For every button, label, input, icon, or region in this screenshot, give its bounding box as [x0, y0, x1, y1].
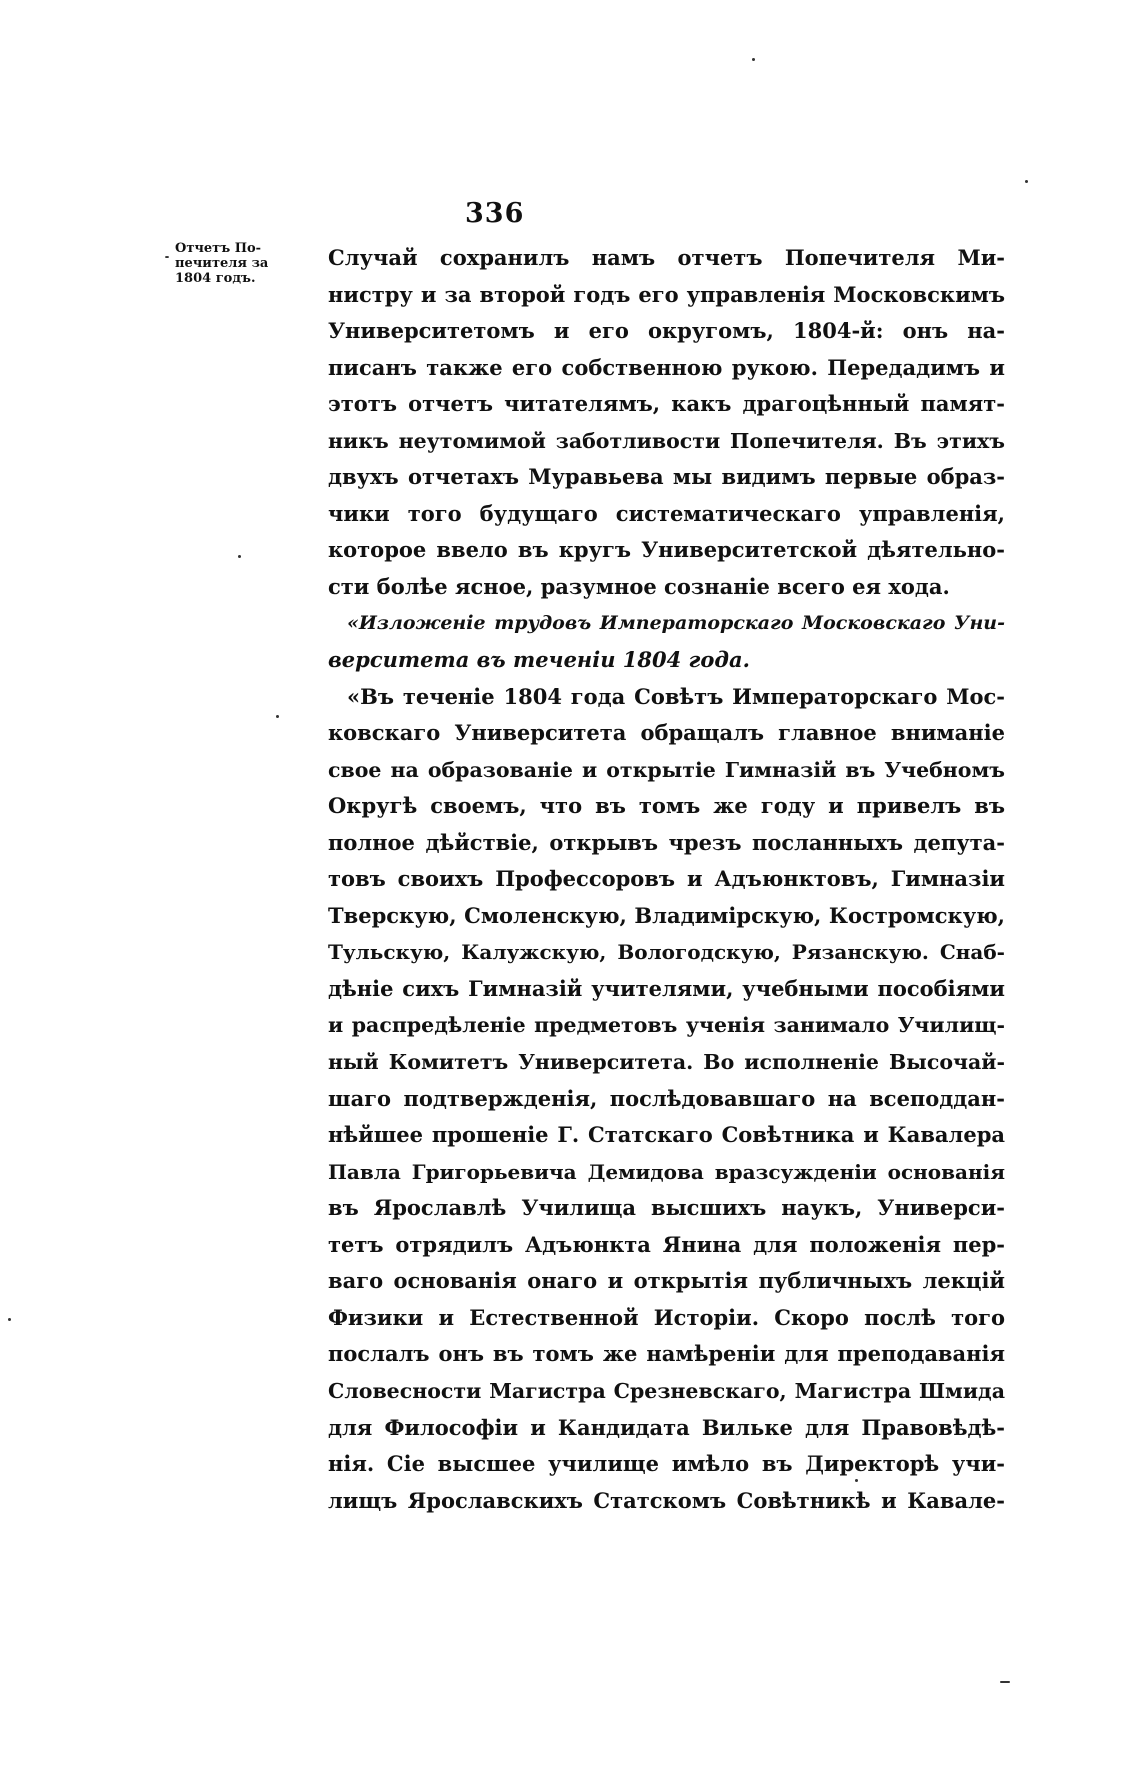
scan-speck: [855, 1479, 858, 1482]
text-line: свое на образованіе и открытіе Гимназій въ Учебномъ: [328, 757, 1005, 782]
text-line: Округѣ своемъ, что въ томъ же году и привелъ въ: [328, 793, 1005, 819]
text-line: сти болѣе ясное, разумное сознаніе всего ея хода.: [328, 573, 950, 599]
text-line: двухъ отчетахъ Муравьева мы видимъ первые образ-: [328, 464, 1005, 490]
text-line: никъ неутомимой заботливости Попечителя. Въ этихъ: [328, 428, 1005, 453]
text-line: ный Комитетъ Университета. Во исполненіе Высочай-: [328, 1050, 1005, 1075]
text-line: этотъ отчетъ читателямъ, какъ драгоцѣнный памят-: [328, 391, 1005, 417]
scan-speck: [1000, 1681, 1010, 1683]
text-line: Случай сохранилъ намъ отчетъ Попечителя Ми-: [328, 245, 1005, 270]
text-line: для Философіи и Кандидата Вильке для Правовѣдѣ-: [328, 1414, 1005, 1440]
text-line: верситета въ теченіи 1804 года.: [328, 647, 750, 673]
text-line: товъ своихъ Профессоровъ и Адъюнктовъ, Гимназіи: [328, 866, 1005, 892]
scan-speck: [1025, 180, 1028, 183]
page-number: 336: [465, 198, 525, 229]
margin-note-line: 1804 годъ.: [175, 271, 256, 286]
text-line: послалъ онъ въ томъ же намѣреніи для преподаванія: [328, 1341, 1005, 1367]
scan-speck: [238, 555, 241, 558]
text-line: ковскаго Университета обращалъ главное вниманіе: [328, 720, 1005, 746]
text-line: и распредѣленіе предметовъ ученія занимало Училищ-: [328, 1013, 1005, 1038]
margin-note-line: Отчетъ По-: [175, 241, 262, 256]
text-line: чики того будущаго систематическаго управленія,: [328, 500, 1005, 526]
text-line: Физики и Естественной Исторіи. Скоро послѣ того: [328, 1304, 1005, 1330]
text-line: Тверскую, Смоленскую, Владимірскую, Костромскую,: [328, 902, 1005, 928]
text-line: полное дѣйствіе, открывъ чрезъ посланныхъ депута-: [328, 829, 1005, 855]
text-line: «Изложеніе трудовъ Императорскаго Московскаго Уни-: [347, 612, 1005, 635]
text-line: ваго основанія онаго и открытія публичныхъ лекцій: [328, 1268, 1005, 1294]
scan-speck: [165, 256, 169, 258]
body-text: [328, 240, 1005, 1519]
text-line: шаго подтвержденія, послѣдовавшаго на всеподдан-: [328, 1085, 1005, 1111]
scan-speck: [8, 1318, 11, 1321]
text-line: нія. Сіе высшее училище имѣло въ Директорѣ учи-: [328, 1451, 1005, 1477]
text-line: нистру и за второй годъ его управленія Московскимъ: [328, 281, 1005, 307]
margin-note: [175, 241, 323, 286]
text-line: нѣйшее прошеніе Г. Статскаго Совѣтника и Кавалера: [328, 1122, 1005, 1148]
margin-note-line: печителя за: [175, 256, 269, 271]
text-line: лищъ Ярославскихъ Статскомъ Совѣтникѣ и Кавале-: [328, 1487, 1005, 1513]
text-line: «Въ теченіе 1804 года Совѣтъ Императорскаго Мос-: [347, 683, 1005, 709]
text-line: дѣніе сихъ Гимназій учителями, учебными пособіями: [328, 975, 1005, 1001]
text-line: которое ввело въ кругъ Университетской дѣятельно-: [328, 537, 1005, 563]
text-line: Университетомъ и его округомъ, 1804-й: онъ на-: [328, 318, 1005, 344]
text-line: Словесности Магистра Срезневскаго, Магистра Шмида: [328, 1378, 1005, 1403]
scan-speck: [752, 58, 755, 61]
text-line: писанъ также его собственною рукою. Передадимъ и: [328, 354, 1005, 380]
text-line: Тульскую, Калужскую, Вологодскую, Рязанскую. Снаб-: [328, 940, 1005, 965]
scan-speck: [276, 715, 279, 718]
text-line: Павла Григорьевича Демидова вразсужденіи основанія: [328, 1159, 1005, 1184]
text-line: въ Ярославлѣ Училища высшихъ наукъ, Универси-: [328, 1195, 1005, 1221]
text-line: тетъ отрядилъ Адъюнкта Янина для положенія пер-: [328, 1231, 1005, 1257]
